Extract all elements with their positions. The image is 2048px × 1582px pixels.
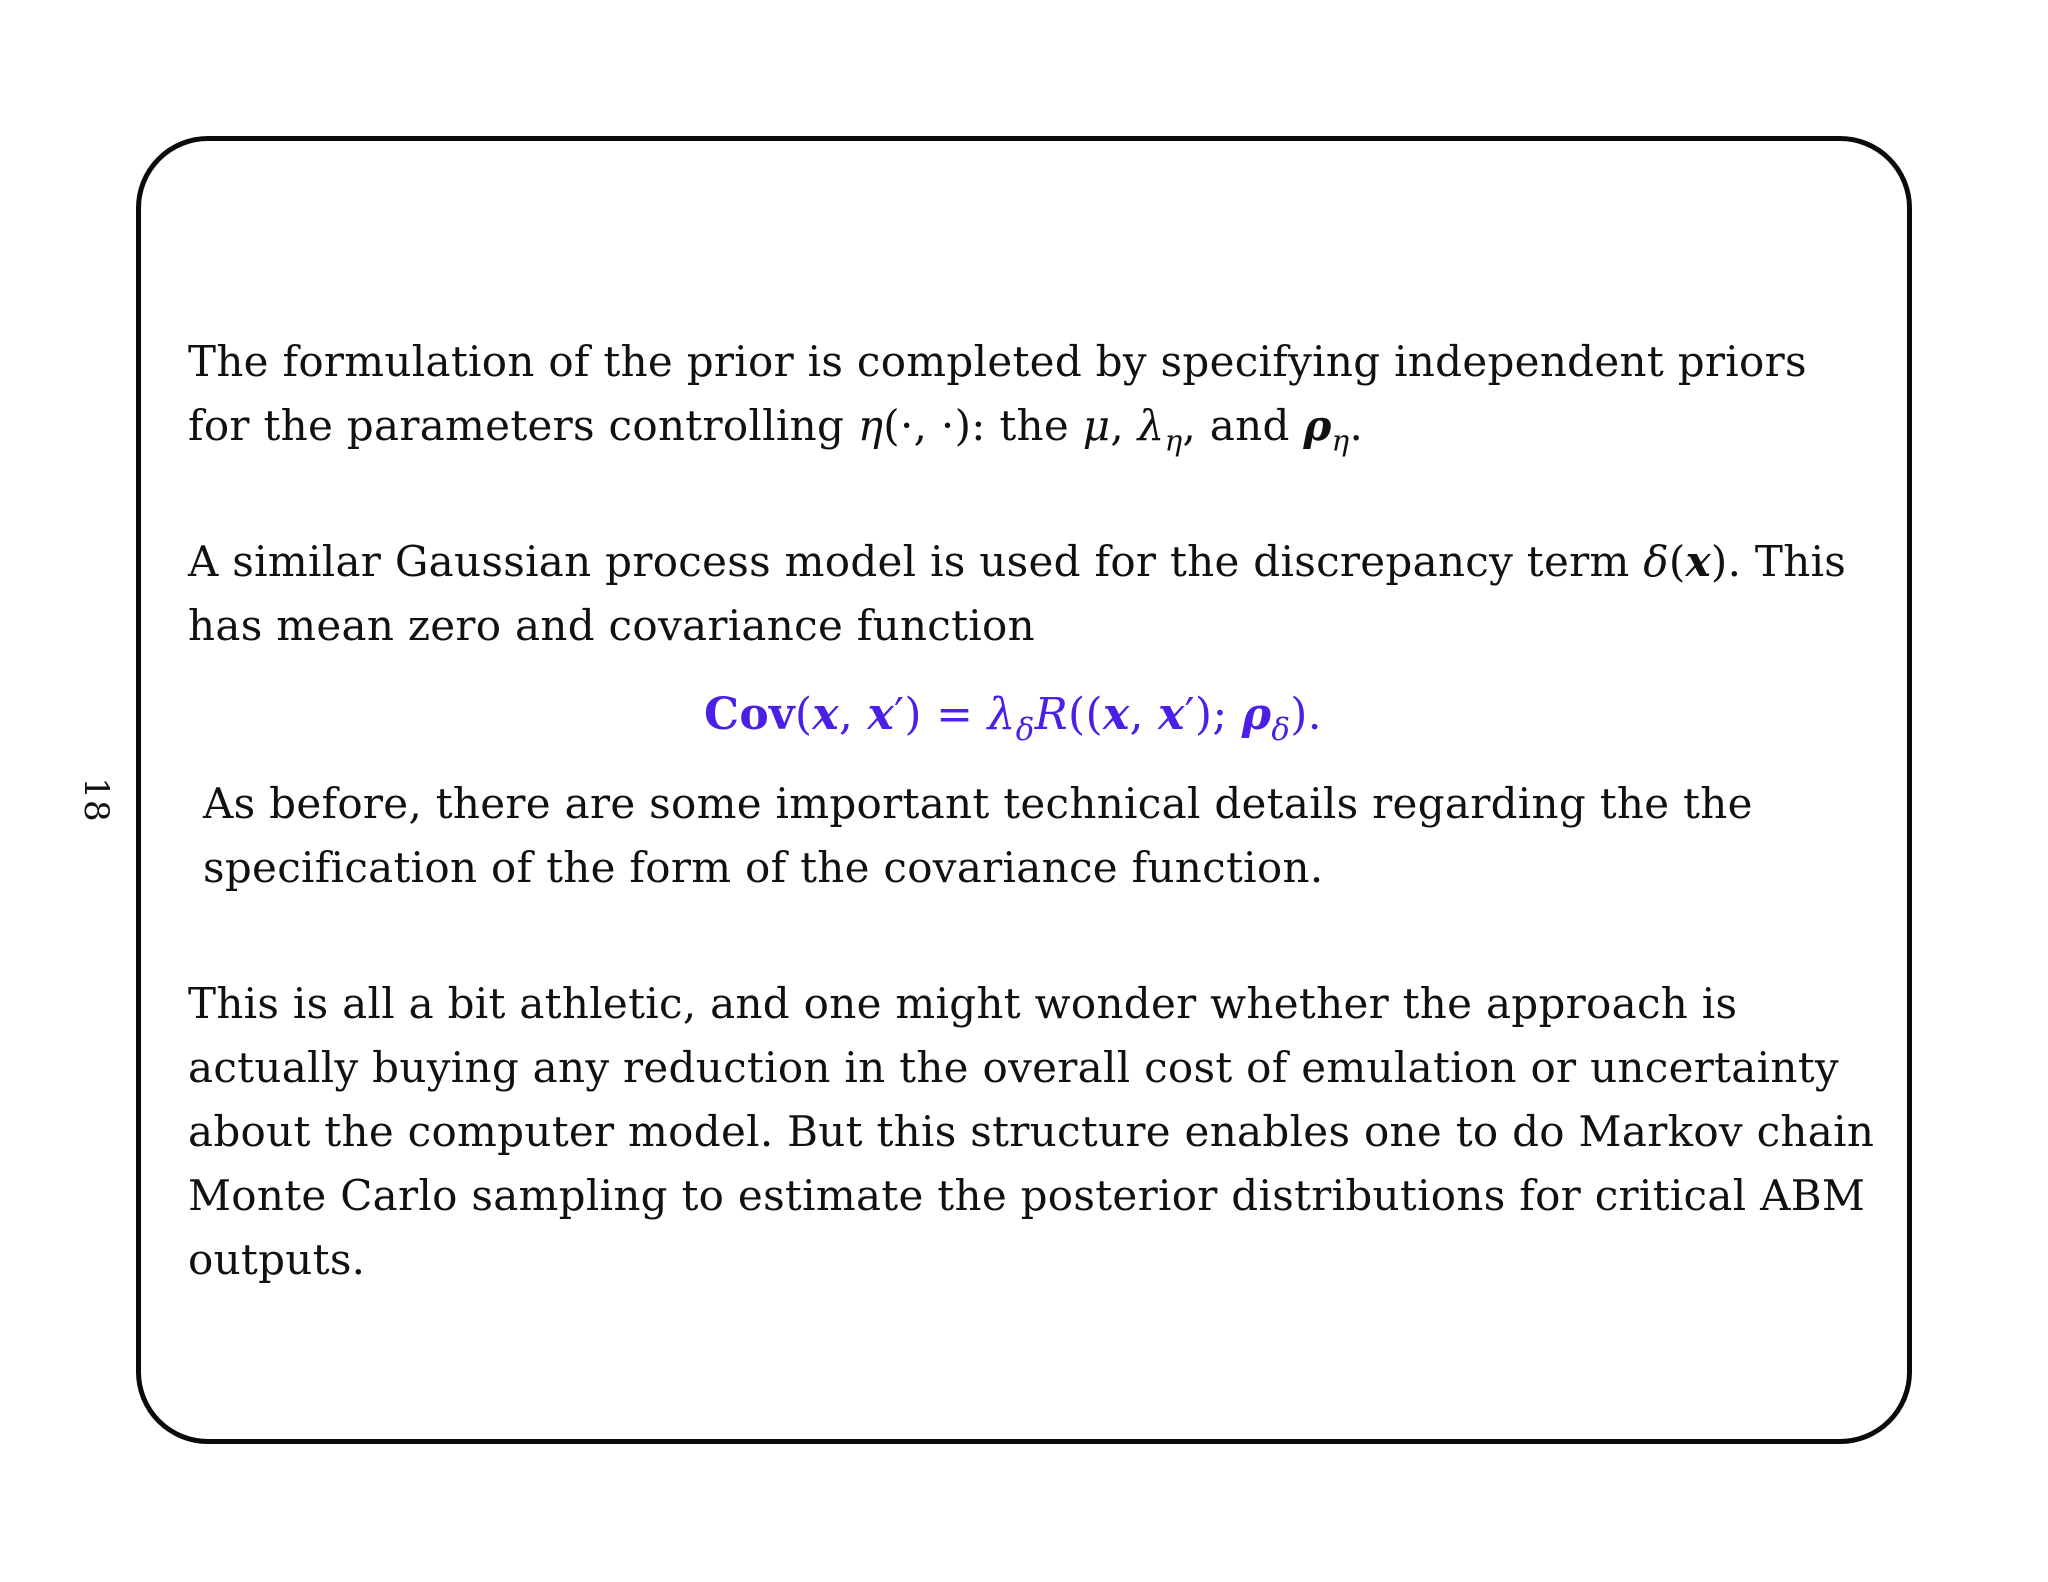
formula-x1: x bbox=[812, 689, 839, 740]
delta-symbol: δ bbox=[1643, 537, 1669, 586]
paragraph-technical-details: As before, there are some important technical details regarding the the specification of the form of the covariance function. bbox=[203, 779, 1753, 892]
paragraph-discrepancy bbox=[188, 530, 1878, 658]
p2-text-a: A similar Gaussian process model is used for the discrepancy term bbox=[188, 537, 1644, 586]
p1-text-a: The formulation of the prior is completed by specifying independent priors for the parameters controlling bbox=[188, 337, 1807, 450]
formula-comma: , bbox=[838, 689, 868, 740]
p1-text-c: , and bbox=[1182, 401, 1304, 450]
paragraph-prior-formulation bbox=[188, 330, 1878, 458]
formula-rho: ρ bbox=[1241, 689, 1272, 740]
lambda-symbol: λ bbox=[1137, 401, 1165, 450]
page-number: 18 bbox=[76, 777, 116, 823]
lambda-subscript: η bbox=[1164, 423, 1183, 458]
formula-lambda-subscript: δ bbox=[1015, 711, 1035, 748]
p2-close-paren: ) bbox=[1710, 537, 1728, 586]
p1-comma: , bbox=[1110, 401, 1138, 450]
mu-symbol: μ bbox=[1082, 401, 1111, 450]
formula-rho-subscript: δ bbox=[1271, 711, 1291, 748]
p1-end: . bbox=[1349, 401, 1364, 450]
formula-lambda: λ bbox=[987, 689, 1016, 740]
rho-symbol: ρ bbox=[1303, 401, 1332, 450]
formula-x2: x bbox=[867, 689, 895, 740]
formula-lhs-close: ) = bbox=[904, 689, 988, 740]
eta-symbol: η bbox=[857, 401, 884, 450]
formula-rhs-open: (( bbox=[1068, 689, 1103, 740]
eta-args: (·, ·) bbox=[883, 401, 972, 450]
formula-x3: x bbox=[1102, 689, 1130, 740]
formula-prime: ′ bbox=[894, 689, 905, 740]
formula-rhs-close: ). bbox=[1290, 689, 1322, 740]
rho-subscript: η bbox=[1331, 423, 1350, 458]
formula-R: R bbox=[1034, 689, 1068, 740]
formula-comma2: , bbox=[1129, 689, 1159, 740]
formula-x4: x bbox=[1158, 689, 1185, 740]
cov-operator: Cov bbox=[704, 689, 795, 740]
p2-open-paren: ( bbox=[1668, 537, 1686, 586]
p2-text-b: . This has mean zero and covariance function bbox=[188, 537, 1847, 650]
slide-content bbox=[188, 330, 1878, 1292]
paragraph-athletic: This is all a bit athletic, and one might wonder whether the approach is actually buying any reduction in the overall cost of emulation or uncertainty about the computer model. But this structure enables one to do Markov chain Monte Carlo sampling to estimate the posterior distributions for critical ABM outputs. bbox=[188, 979, 1875, 1284]
x-vector: x bbox=[1685, 537, 1711, 586]
formula-lhs-open: ( bbox=[794, 689, 813, 740]
formula-semicolon: ); bbox=[1194, 689, 1242, 740]
formula-prime2: ′ bbox=[1184, 689, 1195, 740]
covariance-formula bbox=[188, 680, 1878, 750]
p1-text-b: : the bbox=[971, 401, 1083, 450]
